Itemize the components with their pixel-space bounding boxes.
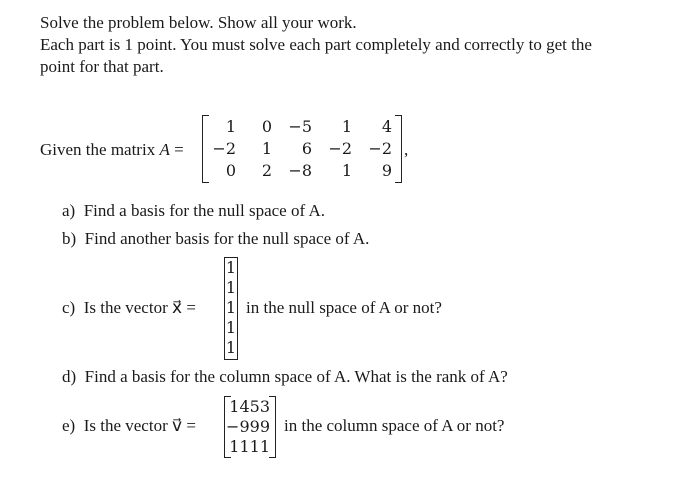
part-c-label: c) — [62, 298, 76, 317]
part-e-post: in the column space of A or not? — [284, 416, 505, 435]
part-e — [62, 416, 196, 436]
matrix-cell: −8 — [288, 161, 312, 180]
given-label — [40, 140, 184, 160]
part-c-equals: = — [186, 298, 196, 317]
part-b-label: b) — [62, 229, 77, 248]
part-a — [62, 201, 325, 221]
matrix-cell: 4 — [381, 117, 392, 136]
part-c-pre: Is the vector — [83, 298, 172, 317]
part-b — [62, 229, 369, 249]
vector-v-entry: 1111 — [229, 437, 270, 456]
matrix-cell: 9 — [381, 161, 392, 180]
vector-var-x: x⃗ — [172, 298, 183, 318]
instruction-line-3: point for that part. — [40, 57, 164, 76]
part-c-post: in the null space of A or not? — [246, 298, 442, 317]
vector-v-entry: −999 — [226, 417, 270, 436]
vector-x-entry: 1 — [225, 298, 237, 317]
equals-sign: = — [174, 140, 184, 159]
part-a-text: Find a basis for the null space of A. — [83, 201, 325, 220]
matrix-cell: 1 — [225, 117, 236, 136]
matrix-cell: −5 — [288, 117, 312, 136]
matrix-cell: 1 — [261, 139, 272, 158]
part-e-label: e) — [62, 416, 76, 435]
matrix-cell: 0 — [225, 161, 236, 180]
right-bracket — [395, 115, 402, 183]
matrix-cell: −2 — [212, 139, 236, 158]
instruction-line-1: Solve the problem below. Show all your work. — [40, 13, 357, 32]
matrix-trailing-comma: , — [404, 140, 409, 159]
matrix-cell: −2 — [368, 139, 392, 158]
vector-x-entry: 1 — [225, 318, 237, 337]
matrix-cell: 6 — [301, 139, 312, 158]
part-e-equals: = — [186, 416, 196, 435]
matrix-cell: 2 — [261, 161, 272, 180]
part-a-label: a) — [62, 201, 76, 220]
right-bracket — [269, 396, 276, 458]
part-e-pre: Is the vector — [83, 416, 172, 435]
matrix-cell: 1 — [341, 117, 352, 136]
vector-v-entry: 1453 — [229, 397, 270, 416]
part-d-label: d) — [62, 367, 77, 386]
part-d-text: Find a basis for the column space of A. What is the rank of A? — [84, 367, 508, 386]
instruction-line-2: Each part is 1 point. You must solve each part completely and correctly to get the — [40, 35, 592, 54]
vector-x-entry: 1 — [225, 258, 237, 277]
matrix-cell: 0 — [261, 117, 272, 136]
vector-var-v: v⃗ — [172, 416, 183, 436]
matrix-var-a: A — [159, 140, 170, 159]
matrix-cell: 1 — [341, 161, 352, 180]
matrix-a — [202, 115, 402, 183]
vector-x — [224, 257, 238, 360]
part-c — [62, 298, 196, 318]
part-d — [62, 367, 508, 387]
part-b-text: Find another basis for the null space of A. — [84, 229, 370, 248]
matrix-cell: −2 — [328, 139, 352, 158]
vector-x-entry: 1 — [225, 278, 237, 297]
given-text: Given the matrix — [40, 140, 160, 159]
vector-v — [224, 396, 276, 458]
vector-x-entry: 1 — [225, 338, 237, 357]
